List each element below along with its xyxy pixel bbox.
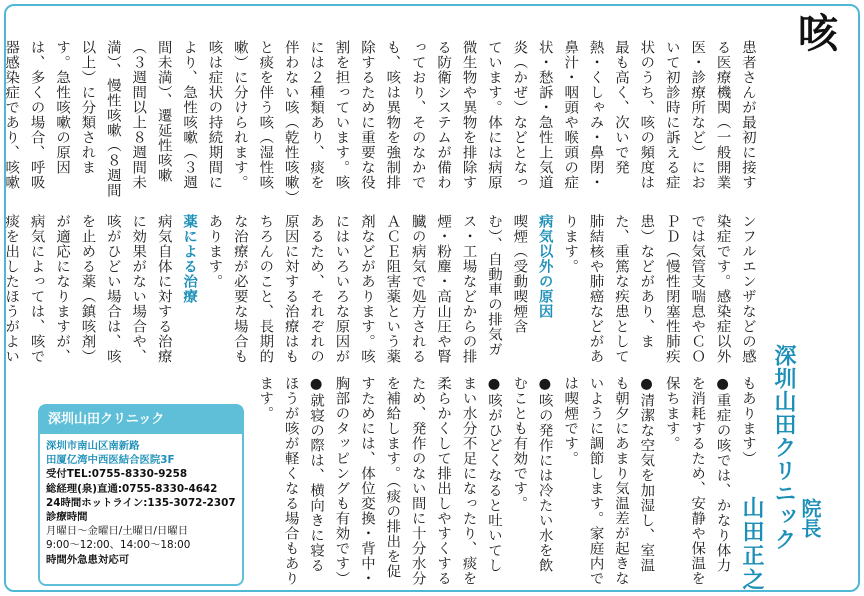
clinic-info-box (38, 404, 244, 586)
emergency-note: 時間外急患対応可 (46, 553, 130, 566)
author-name: 山田正之 (739, 496, 764, 592)
paragraph: 病気自体に対する治療に効果がない場合や、咳がひどい場合は、咳を止める薬（鎮咳剤）が適応になりますが、病気によっては、咳で痰を出したほうがよい (3, 214, 172, 364)
paragraph: 喫煙（受動喫煙含む）、自動車の排気ガス・工場などからの排煙・粉塵・高山圧や腎臓の病気で処方されるＡＣＥ阻害薬という薬剤などがあります。咳にはいろいろな原因があるため、それぞれの原因に対する治療はもちろんのこと、長期的な治療が必要な場合もあります。 (206, 214, 528, 364)
paragraph: もあります） (740, 376, 756, 466)
reception-phone: 受付TEL:0755-8330-9258 (46, 468, 188, 481)
section-heading: 病気以外の原因 (536, 214, 553, 319)
hours-days: 月曜日〜金曜日/土曜日/日曜日 (46, 525, 189, 538)
bullet-item: ●咳がひどくなると吐いてしまい水分不足になったり、痰を柔らかくして排出しやすくするため、発作のない間に十分水分を補給します。（痰の排出を促すためには、体位変換・背中・胸部のタッピングも有効です） (333, 376, 502, 586)
article-body-top (3, 40, 760, 200)
hotline-phone: 24時間ホットライン:135-3072-2307 (46, 496, 236, 509)
bullet-item: ●就寝の際は、横向きに寝るほうが咳が軽くなる場合もあります。 (257, 376, 325, 586)
section-heading: 薬による治療 (181, 214, 198, 304)
paragraph: 患者さんが最初に接する医療機関（一般開業医・診療所など）において初診時に訴える症状のうち、咳の頻度は最も高く、次いで発熱・くしゃみ・鼻閉・鼻汁・咽頭や喉頭の症状・愁訴・急性上気道炎（かぜ）などとなっています。体には病原微生物や異物を排除する防衛システムが備わっており、そのなかでも、咳は異物を強制排除するために重要な役割を担っています。咳には２種類あり、痰を伴わない咳（乾性咳嗽）と痰を伴う咳（湿性咳嗽）に分けられます。 (231, 40, 756, 198)
bullet-item: ●重症の咳では、かなり体力を消耗するため、安静や保温を保ちます。 (663, 376, 731, 586)
article-body-middle (3, 214, 760, 364)
clinic-address-line2: 田厦亿湾中西医結合医院3F (46, 454, 175, 467)
article-title: 咳 (798, 11, 838, 57)
author-clinic: 深圳山田クリニック (771, 344, 796, 551)
bullet-item: ●清潔な空気を加湿し、室温も朝夕にあまり気温差が起きないように調節します。家庭内では喫煙です。 (562, 376, 655, 586)
paragraph: 咳は症状の持続期間により、急性咳嗽（３週間未満）、遷延性咳嗽（３週間以上８週間未満）、慢性咳嗽（８週間以上）に分類されます。急性咳嗽の原因は、多くの場合、呼吸器感染症であり、咳嗽 (3, 40, 223, 198)
hours-title: 診療時間 (46, 511, 88, 524)
hours-time: 9:00〜12:00、14:00〜18:00 (46, 539, 191, 552)
clinic-address-line1: 深圳市南山区南新路 (46, 440, 140, 452)
gm-phone: 総経理(泉)直通:0755-8330-4642 (46, 482, 218, 495)
bullet-item: ●咳の発作には冷たい水を飲むことも有効です。 (511, 376, 553, 573)
paragraph: ンフルエンザなどの感染症です。感染症以外では気管支喘息やＣＯＰＤ（慢性閉塞性肺疾患）などがあり、また、重篤な疾患として肺結核や肺癌などがあります。 (562, 214, 756, 364)
author-role: 院長 (798, 498, 822, 538)
clinic-name: 深圳山田クリニック (40, 406, 242, 434)
